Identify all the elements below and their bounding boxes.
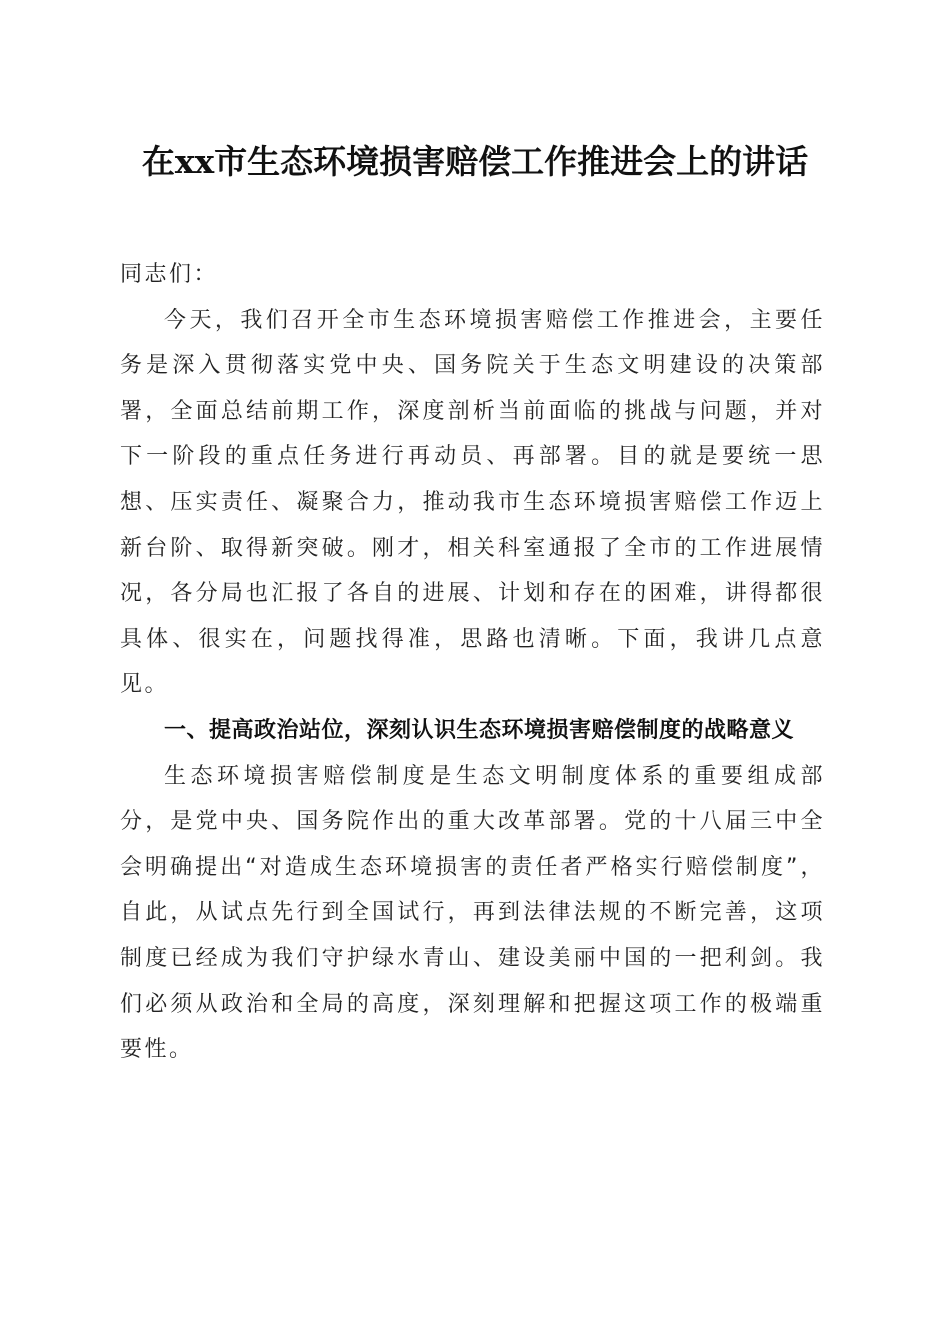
document-body <box>120 252 825 1073</box>
section-1-paragraph: 生态环境损害赔偿制度是生态文明制度体系的重要组成部分，是党中央、国务院作出的重大改革部署。党的十八届三中全会明确提出“对造成生态环境损害的责任者严格实行赔偿制度”，自此，从试点先行到全国试行，再到法律法规的不断完善，这项制度已经成为我们守护绿水青山、建设美丽中国的一把利剑。我们必须从政治和全局的高度，深刻理解和把握这项工作的极端重要性。 <box>120 763 825 1063</box>
opening-paragraph: 今天，我们召开全市生态环境损害赔偿工作推进会，主要任务是深入贯彻落实党中央、国务院关于生态文明建设的决策部署，全面总结前期工作，深度剖析当前面临的挑战与问题，并对下一阶段的重点任务进行再动员、再部署。目的就是要统一思想、压实责任、凝聚合力，推动我市生态环境损害赔偿工作迈上新台阶、取得新突破。刚才，相关科室通报了全市的工作进展情况，各分局也汇报了各自的进展、计划和存在的困难，讲得都很具体、很实在，问题找得准，思路也清晰。下面，我讲几点意见。 <box>120 307 825 698</box>
document-title: 在xx市生态环境损害赔偿工作推进会上的讲话 <box>141 142 809 181</box>
section-heading-1: 一、提高政治站位，深刻认识生态环境损害赔偿制度的战略意义 <box>164 717 795 743</box>
salutation: 同志们： <box>120 262 219 287</box>
